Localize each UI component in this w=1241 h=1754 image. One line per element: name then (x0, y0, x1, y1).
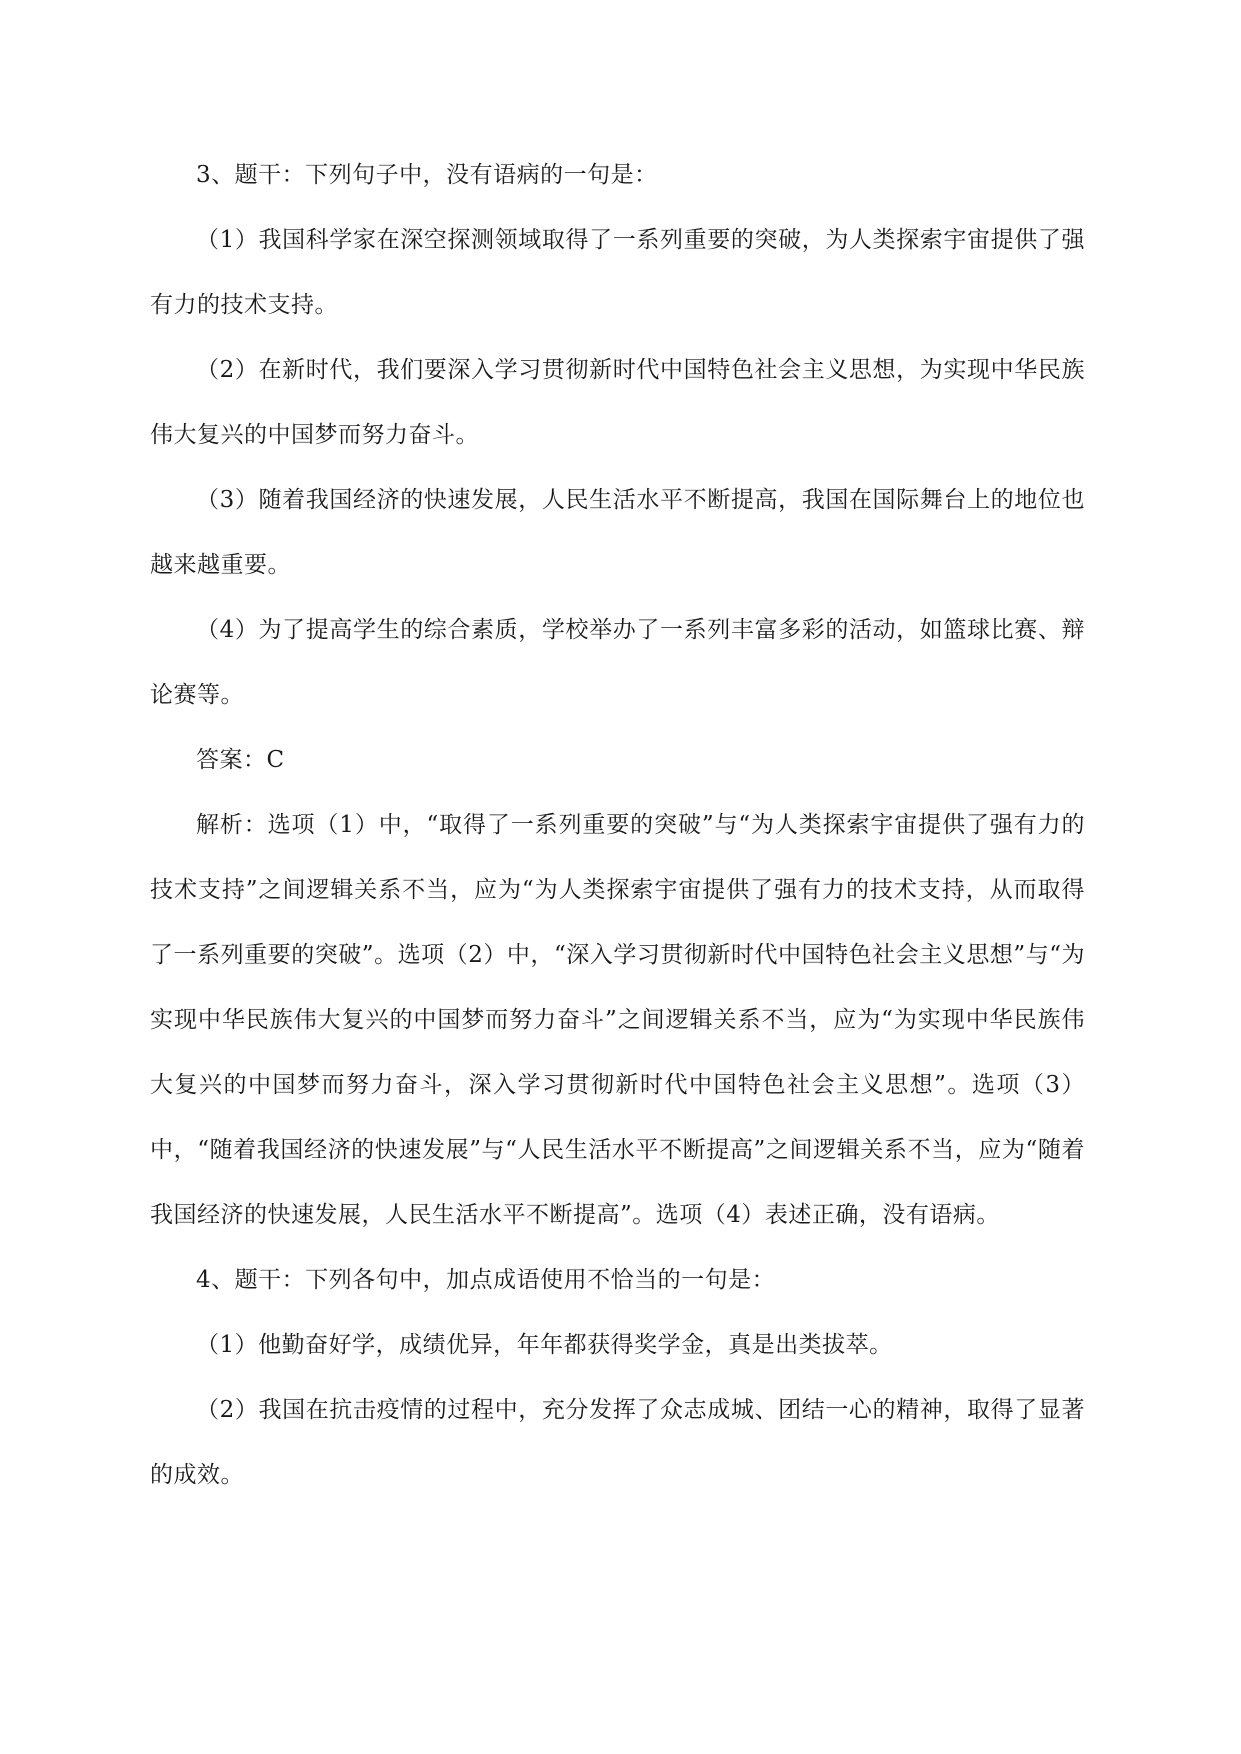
question-3-option-2: （2）在新时代，我们要深入学习贯彻新时代中国特色社会主义思想，为实现中华民族伟大复兴的中国梦而努力奋斗。 (150, 357, 1085, 448)
question-4-option-2: （2）我国在抗击疫情的过程中，充分发挥了众志成城、团结一心的精神，取得了显著的成效。 (150, 1397, 1085, 1488)
question-3-option-1: （1）我国科学家在深空探测领域取得了一系列重要的突破，为人类探索宇宙提供了强有力的技术支持。 (150, 227, 1085, 318)
question-3-option-4: （4）为了提高学生的综合素质，学校举办了一系列丰富多彩的活动，如篮球比赛、辩论赛等。 (150, 617, 1085, 708)
question-3-analysis: 解析：选项（1）中，“取得了一系列重要的突破”与“为人类探索宇宙提供了强有力的技术支持”之间逻辑关系不当，应为“为人类探索宇宙提供了强有力的技术支持，从而取得了一系列重要的突破”。选项（2）中，“深入学习贯彻新时代中国特色社会主义思想”与“为实现中华民族伟大复兴的中国梦而努力奋斗”之间逻辑关系不当，应为“为实现中华民族伟大复兴的中国梦而努力奋斗，深入学习贯彻新时代中国特色社会主义思想”。选项（3）中，“随着我国经济的快速发展”与“人民生活水平不断提高”之间逻辑关系不当，应为“随着我国经济的快速发展，人民生活水平不断提高”。选项（4）表述正确，没有语病。 (150, 812, 1085, 1228)
question-3-option-3: （3）随着我国经济的快速发展，人民生活水平不断提高，我国在国际舞台上的地位也越来越重要。 (150, 487, 1085, 578)
question-4-stem: 4、题干：下列各句中，加点成语使用不恰当的一句是： (196, 1267, 776, 1293)
question-4-option-1: （1）他勤奋好学，成绩优异，年年都获得奖学金，真是出类拔萃。 (196, 1332, 893, 1358)
document-body (150, 143, 1085, 1508)
question-3-stem: 3、题干：下列句子中，没有语病的一句是： (196, 162, 658, 188)
question-3-answer: 答案：C (196, 747, 285, 773)
